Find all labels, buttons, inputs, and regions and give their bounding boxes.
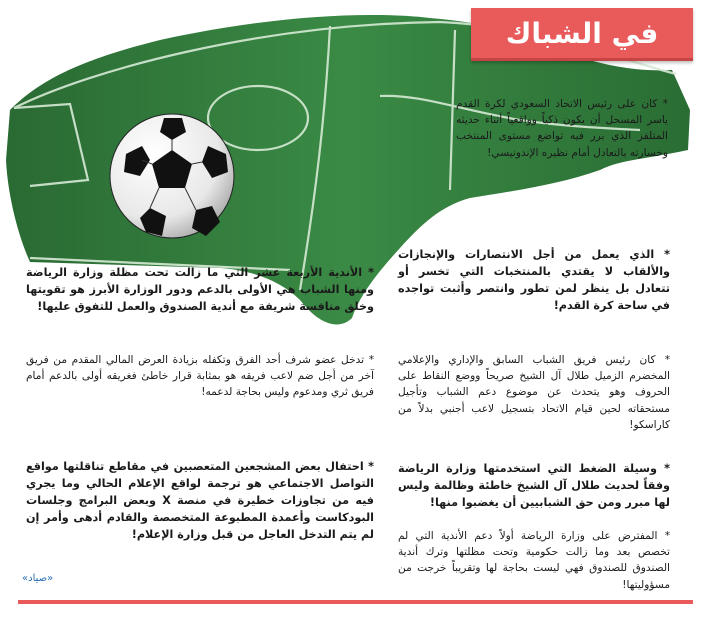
paragraph: * كان على رئيس الاتحاد السعودي لكرة القدم ياسر المسحل أن يكون ذكياً وواقعياً أثناء حديثه المتلفز الذي برر فيه تواضع مستوى المنتخب وخسارته بالتعادل أمام نظيره الإندونيسي! xyxy=(456,98,668,159)
section-title: في الشباك xyxy=(505,16,659,50)
paragraph: * تدخل عضو شرف أحد الفرق وتكفله بزيادة العرض المالي المقدم من فريق آخر من أجل ضم لاعب فريقه هو بمثابة قرار خاطئ فغريقه أولى بالدعم أمام فريق ثري ومدعوم وليس بحاجة لدعمه! xyxy=(26,354,374,399)
left-column-item-3 xyxy=(26,458,374,543)
left-column-item-2 xyxy=(26,352,374,401)
left-column-item-1 xyxy=(26,264,374,315)
paragraph-bold: * الأندية الأربعة عشر التي ما زالت تحت مظلة وزارة الرياضة ومنها الشباب هي الأولى بالدعم ودور الوزارة الأبرز هو تقويتها وخلق منافسة شريفة مع أندية الصندوق والعمل للتفوق عليها! xyxy=(26,266,374,313)
right-column-item-4 xyxy=(398,460,670,511)
right-column-item-5 xyxy=(398,528,670,593)
right-column-item-1 xyxy=(456,96,668,161)
paragraph: * المفترض على وزارة الرياضة أولاً دعم الأندية التي لم تخصص بعد وما زالت حكومية وتحت مظلتها وترك أندية الصندوق للصندوق فهي ليست بحاجة لها وتقريباً خرجت من مسؤوليتها! xyxy=(398,530,670,591)
right-column-item-3 xyxy=(398,352,670,433)
source-credit: «صياد» xyxy=(22,573,54,584)
section-title-tab xyxy=(471,8,693,61)
paragraph-bold: * وسيلة الضغط التي استخدمتها وزارة الرياضة وفقاً لحديث طلال آل الشيخ خاطئة وظالمة وليس لها مبرر ومن حق الشبابيين أن يغضبوا منها! xyxy=(398,462,670,509)
football-icon xyxy=(110,114,234,238)
paragraph: * كان رئيس فريق الشباب السابق والإداري والإعلامي المخضرم الزميل طلال آل الشيخ صريحاً ووضع النقاط على الحروف وهو يتحدث عن موضوع دعم الشباب وتأجيل مستحقاته لحين قيام الاتحاد بتسجيل لاعب أجنبي بدلاً من كاراسكو! xyxy=(398,354,670,431)
paragraph-bold: * الذي يعمل من أجل الانتصارات والإنجازات والألقاب لا يقتدي بالمنتخبات التي تخسر أو تتعادل بل ينظر لمن تطور وانتصر وأثبت تواجده في ساحة كرة القدم! xyxy=(398,248,670,312)
paragraph-bold: * احتفال بعض المشجعين المتعصبين في مقاطع تناقلتها مواقع التواصل الاجتماعي هو ترجمة لواقع الإعلام الحالي وما يجري فيه من تجاوزات خطيرة في منصة X وبعض البرامج وجلسات البودكاست وأعمدة المطبوعة المتخصصة والقادم أدهى وأمر إن لم يتم التدخل العاجل من قبل وزارة الإعلام! xyxy=(26,460,375,541)
right-column-item-2 xyxy=(398,246,670,314)
bottom-divider xyxy=(18,600,693,604)
